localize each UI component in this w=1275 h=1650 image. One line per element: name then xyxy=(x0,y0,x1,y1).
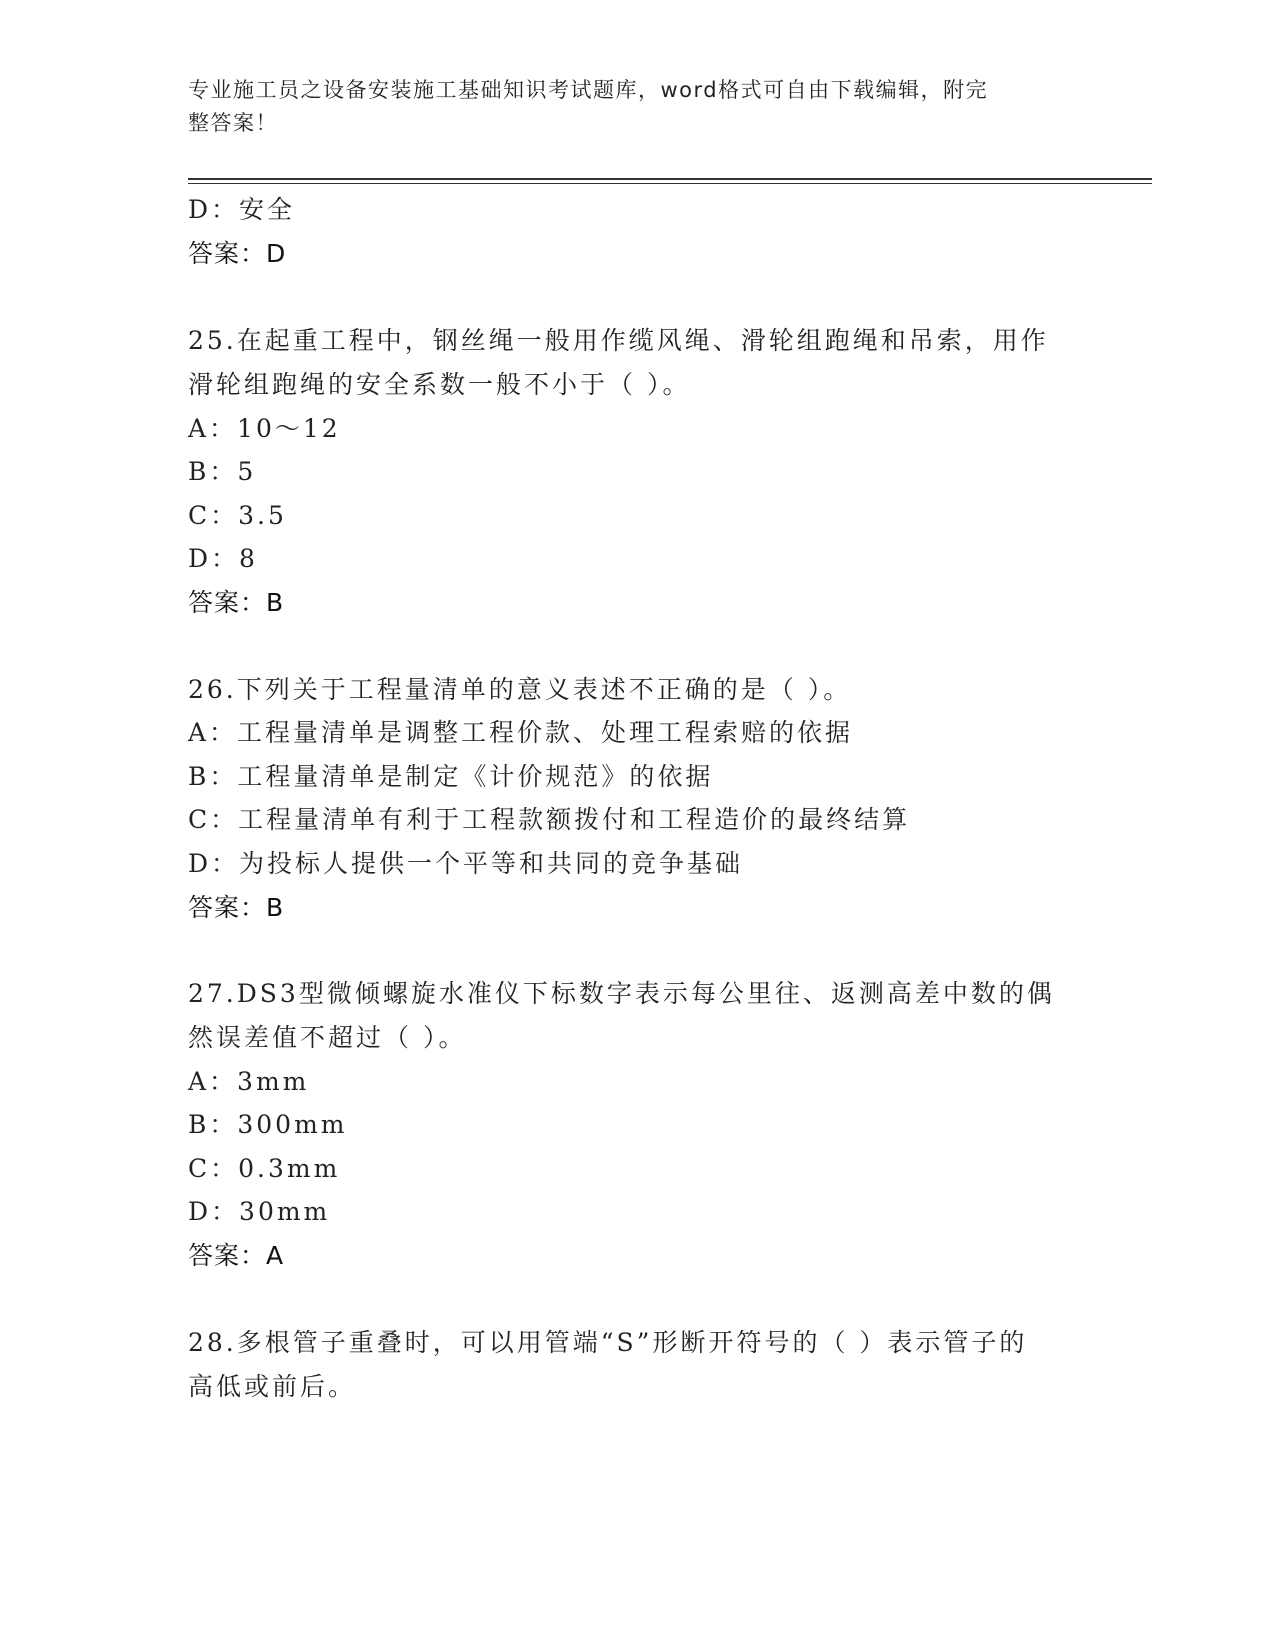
q27-answer: 答案：A xyxy=(188,1241,285,1270)
q27-stem-line-1: 27.DS3型微倾螺旋水准仪下标数字表示每公里往、返测高差中数的偶 xyxy=(188,979,1055,1008)
q26-option-c: C：工程量清单有利于工程款额拨付和工程造价的最终结算 xyxy=(188,805,911,834)
q25-option-b: B：5 xyxy=(188,457,257,486)
q26-stem-line-1: 26.下列关于工程量清单的意义表述不正确的是（ ）。 xyxy=(188,675,852,704)
prev-question-option-d: D：安全 xyxy=(188,195,296,224)
q25-answer: 答案：B xyxy=(188,588,285,617)
q27-stem-line-2: 然误差值不超过（ ）。 xyxy=(188,1023,467,1052)
q25-stem-line-1: 25.在起重工程中，钢丝绳一般用作缆风绳、滑轮组跑绳和吊索，用作 xyxy=(188,326,1049,355)
q26-answer: 答案：B xyxy=(188,893,285,922)
prev-question-answer: 答案：D xyxy=(188,239,287,268)
q27-option-d: D：30mm xyxy=(188,1197,331,1226)
document-header xyxy=(188,74,1068,140)
q26-option-b: B：工程量清单是制定《计价规范》的依据 xyxy=(188,762,714,791)
q28-stem-line-1: 28.多根管子重叠时，可以用管端“S”形断开符号的（ ）表示管子的 xyxy=(188,1328,1028,1357)
header-divider-thin xyxy=(188,183,1152,184)
q27-option-a: A：3mm xyxy=(188,1067,310,1096)
q27-option-b: B：300mm xyxy=(188,1110,348,1139)
q25-option-a: A：10～12 xyxy=(188,414,341,443)
q28-stem-line-2: 高低或前后。 xyxy=(188,1372,357,1401)
header-line-1: 专业施工员之设备安装施工基础知识考试题库，word格式可自由下载编辑，附完 xyxy=(188,78,989,102)
q27-option-c: C：0.3mm xyxy=(188,1154,341,1183)
q25-option-c: C：3.5 xyxy=(188,501,287,530)
header-divider-thick xyxy=(188,178,1152,180)
q25-option-d: D：8 xyxy=(188,544,258,573)
q25-stem-line-2: 滑轮组跑绳的安全系数一般不小于（ ）。 xyxy=(188,370,691,399)
q26-option-a: A：工程量清单是调整工程价款、处理工程索赔的依据 xyxy=(188,718,854,747)
header-line-2: 整答案！ xyxy=(188,111,278,135)
q26-option-d: D：为投标人提供一个平等和共同的竞争基础 xyxy=(188,849,744,878)
